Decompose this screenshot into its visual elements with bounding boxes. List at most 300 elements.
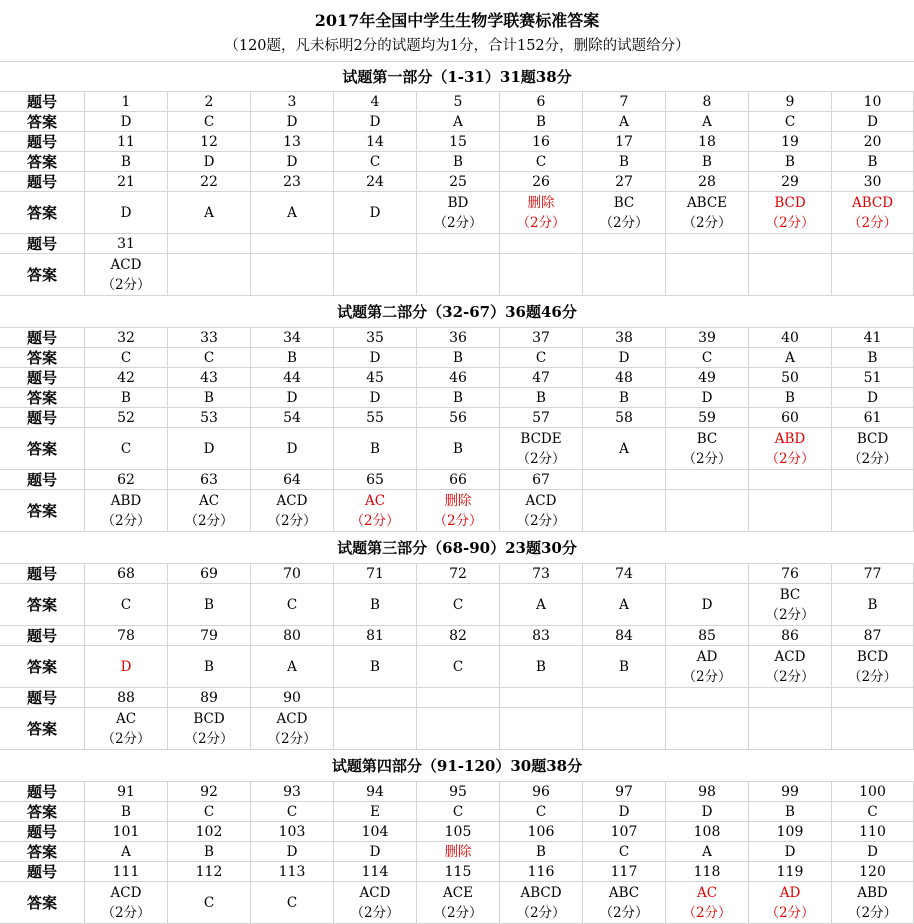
answer-value: D (369, 843, 381, 860)
answer-cell (168, 152, 251, 172)
question-number: 5 (417, 92, 500, 112)
answer-value: B (619, 658, 629, 675)
question-number: 110 (832, 822, 914, 842)
question-number: 93 (251, 782, 334, 802)
answer-value: D (618, 349, 630, 366)
answer-value: D (369, 204, 381, 221)
answer-cell (583, 388, 666, 408)
answer-cell (85, 708, 168, 750)
answer-value: D (120, 658, 132, 675)
question-number: 78 (85, 626, 168, 646)
question-number: 103 (251, 822, 334, 842)
question-number: 30 (832, 172, 914, 192)
answer-cell (832, 842, 914, 862)
row-label-answer: 答案 (0, 192, 85, 234)
answer-value: ABD (774, 430, 806, 447)
answer-points: （2分） (765, 668, 815, 685)
answer-cell (334, 882, 417, 924)
question-number: 105 (417, 822, 500, 842)
question-number: 108 (666, 822, 749, 842)
answer-points: （2分） (101, 276, 151, 293)
row-label-number: 题号 (0, 782, 85, 802)
sheet-subtitle: （120题，凡未标明2分的试题均为1分，合计152分，删除的试题给分） (224, 38, 690, 54)
answer-value: 删除 (444, 843, 472, 860)
question-number: 10 (832, 92, 914, 112)
question-number: 23 (251, 172, 334, 192)
question-number (334, 234, 417, 254)
row-label-answer: 答案 (0, 646, 85, 688)
question-number (334, 688, 417, 708)
answer-cell (500, 490, 583, 532)
answer-value: B (453, 153, 463, 170)
answer-value: BCD (193, 710, 225, 727)
answer-cell (749, 152, 832, 172)
answer-value: A (702, 843, 712, 860)
question-number: 2 (168, 92, 251, 112)
question-number: 16 (500, 132, 583, 152)
question-number: 37 (500, 328, 583, 348)
answer-value: C (286, 596, 298, 613)
answer-value: BCD (774, 194, 806, 211)
question-number (417, 688, 500, 708)
answer-cell (583, 112, 666, 132)
question-number (832, 234, 914, 254)
answer-cell (583, 490, 666, 532)
answer-value: B (619, 389, 629, 406)
question-number: 40 (749, 328, 832, 348)
answer-value: D (867, 389, 878, 406)
answer-value: C (618, 843, 630, 860)
answer-value: B (121, 153, 131, 170)
answer-points: （2分） (599, 904, 649, 921)
answer-points: （2分） (847, 904, 898, 921)
answer-value: C (286, 803, 298, 820)
answer-value: BCDE (520, 430, 562, 447)
answer-value: B (121, 803, 131, 820)
answer-cell (85, 802, 168, 822)
answer-cell (749, 490, 832, 532)
question-number (666, 470, 749, 490)
row-label-number: 题号 (0, 408, 85, 428)
answer-cell (85, 112, 168, 132)
question-number: 68 (85, 564, 168, 584)
answer-cell (251, 584, 334, 626)
answer-points: （2分） (847, 214, 898, 231)
question-number (583, 234, 666, 254)
row-label-number: 题号 (0, 862, 85, 882)
answer-value: C (452, 658, 464, 675)
answer-value: C (535, 153, 547, 170)
question-number: 22 (168, 172, 251, 192)
answer-cell (666, 882, 749, 924)
answer-cell (832, 584, 914, 626)
answer-value: B (370, 596, 380, 613)
answer-value: D (286, 440, 298, 457)
answer-cell (500, 646, 583, 688)
answer-cell (417, 428, 500, 470)
section-heading: 试题第二部分（32-67）36题46分 (0, 296, 914, 328)
question-number (583, 688, 666, 708)
answer-value: B (867, 349, 878, 366)
answer-cell (666, 802, 749, 822)
answer-cell (500, 254, 583, 296)
question-number: 17 (583, 132, 666, 152)
answer-cell (666, 192, 749, 234)
answer-value: B (867, 153, 878, 170)
answer-points: （2分） (765, 904, 815, 921)
answer-cell (500, 192, 583, 234)
answer-cell (666, 152, 749, 172)
answer-points: （2分） (433, 512, 483, 529)
question-number (417, 234, 500, 254)
answer-value: A (619, 596, 629, 613)
answer-cell (832, 428, 914, 470)
answer-value: AD (779, 884, 801, 901)
question-number: 109 (749, 822, 832, 842)
question-number: 88 (85, 688, 168, 708)
answer-value: B (785, 153, 795, 170)
answer-cell (500, 882, 583, 924)
answer-points: （2分） (765, 606, 815, 623)
answer-cell (334, 708, 417, 750)
question-number (749, 470, 832, 490)
answer-cell (500, 802, 583, 822)
answer-cell (749, 112, 832, 132)
answer-cell (417, 708, 500, 750)
question-number: 80 (251, 626, 334, 646)
answer-value: C (120, 349, 132, 366)
answer-cell (583, 584, 666, 626)
question-number: 56 (417, 408, 500, 428)
answer-cell (85, 388, 168, 408)
question-number: 85 (666, 626, 749, 646)
answer-cell (500, 584, 583, 626)
answer-points: （2分） (184, 730, 234, 747)
question-number: 77 (832, 564, 914, 584)
answer-cell (583, 152, 666, 172)
question-number (666, 234, 749, 254)
answer-value: BC (613, 194, 635, 211)
answer-value: A (121, 843, 131, 860)
question-number: 36 (417, 328, 500, 348)
answer-value: A (619, 440, 629, 457)
answer-cell (666, 428, 749, 470)
answer-value: B (287, 349, 297, 366)
answer-value: D (701, 596, 713, 613)
question-number: 34 (251, 328, 334, 348)
answer-cell (417, 254, 500, 296)
answer-cell (168, 584, 251, 626)
question-number: 117 (583, 862, 666, 882)
answer-cell (85, 192, 168, 234)
answer-cell (666, 584, 749, 626)
answer-value: A (287, 204, 297, 221)
answer-cell (168, 802, 251, 822)
answer-cell (500, 842, 583, 862)
answer-value: B (536, 389, 546, 406)
answer-cell (749, 428, 832, 470)
answer-value: BC (779, 586, 801, 603)
question-number (500, 234, 583, 254)
answer-cell (500, 708, 583, 750)
question-number: 47 (500, 368, 583, 388)
answer-cell (832, 802, 914, 822)
row-label-answer: 答案 (0, 842, 85, 862)
answer-cell (85, 428, 168, 470)
answer-cell (417, 192, 500, 234)
row-label-number: 题号 (0, 328, 85, 348)
question-number: 25 (417, 172, 500, 192)
answer-value: D (618, 803, 630, 820)
answer-cell (85, 152, 168, 172)
answer-value: ABCE (686, 194, 728, 211)
answer-value: B (536, 113, 546, 130)
answer-cell (168, 254, 251, 296)
answer-value: C (120, 440, 132, 457)
answer-cell (334, 584, 417, 626)
answer-cell (832, 388, 914, 408)
answer-cell (832, 112, 914, 132)
question-number: 20 (832, 132, 914, 152)
question-number: 94 (334, 782, 417, 802)
answer-cell (334, 152, 417, 172)
answer-points: （2分） (184, 512, 234, 529)
question-number: 3 (251, 92, 334, 112)
question-number: 74 (583, 564, 666, 584)
answer-cell (666, 842, 749, 862)
answer-value: B (536, 658, 546, 675)
answer-cell (417, 842, 500, 862)
answer-value: ACD (276, 492, 308, 509)
question-number: 100 (832, 782, 914, 802)
answer-cell (500, 152, 583, 172)
answer-cell (168, 842, 251, 862)
question-number: 112 (168, 862, 251, 882)
row-label-answer: 答案 (0, 112, 85, 132)
answer-cell (168, 388, 251, 408)
answer-cell (666, 348, 749, 368)
question-number (749, 234, 832, 254)
question-number (832, 688, 914, 708)
row-label-answer: 答案 (0, 882, 85, 924)
question-number: 7 (583, 92, 666, 112)
question-number: 31 (85, 234, 168, 254)
question-number: 57 (500, 408, 583, 428)
answer-points: （2分） (267, 512, 317, 529)
question-number: 111 (85, 862, 168, 882)
question-number: 32 (85, 328, 168, 348)
question-number: 53 (168, 408, 251, 428)
answer-cell (251, 152, 334, 172)
answer-value: ACE (443, 884, 473, 901)
answer-points: （2分） (516, 450, 566, 467)
answer-value: ABCD (851, 194, 894, 211)
question-number: 8 (666, 92, 749, 112)
answer-value: C (369, 153, 381, 170)
row-label-number: 题号 (0, 132, 85, 152)
question-number: 64 (251, 470, 334, 490)
question-number: 4 (334, 92, 417, 112)
answer-cell (832, 152, 914, 172)
answer-value: B (204, 658, 214, 675)
question-number: 12 (168, 132, 251, 152)
answer-cell (168, 112, 251, 132)
answer-value: A (287, 658, 297, 675)
question-number: 120 (832, 862, 914, 882)
answer-value: ACD (525, 492, 557, 509)
question-number (583, 470, 666, 490)
answer-value: 删除 (444, 492, 472, 509)
row-label-number: 题号 (0, 470, 85, 490)
answer-cell (251, 254, 334, 296)
answer-value: B (453, 349, 463, 366)
answer-cell (417, 882, 500, 924)
answer-cell (749, 254, 832, 296)
answer-cell (500, 388, 583, 408)
answer-points: （2分） (350, 512, 400, 529)
question-number: 107 (583, 822, 666, 842)
answer-cell (749, 708, 832, 750)
answer-cell (168, 708, 251, 750)
answer-value: B (370, 440, 380, 457)
answer-cell (832, 646, 914, 688)
answer-value: ACD (276, 710, 308, 727)
answer-value: E (370, 803, 380, 820)
answer-cell (251, 428, 334, 470)
question-number (666, 688, 749, 708)
answer-cell (417, 348, 500, 368)
row-label-answer: 答案 (0, 428, 85, 470)
question-number: 81 (334, 626, 417, 646)
question-number: 87 (832, 626, 914, 646)
answer-cell (583, 192, 666, 234)
question-number: 44 (251, 368, 334, 388)
question-number: 9 (749, 92, 832, 112)
answer-value: B (619, 153, 629, 170)
answer-cell (583, 708, 666, 750)
answer-cell (251, 882, 334, 924)
answer-points: （2分） (682, 668, 732, 685)
answer-cell (749, 192, 832, 234)
question-number: 35 (334, 328, 417, 348)
row-label-answer: 答案 (0, 254, 85, 296)
question-number: 114 (334, 862, 417, 882)
answer-cell (251, 708, 334, 750)
answer-value: ACD (110, 884, 142, 901)
answer-value: ABC (608, 884, 640, 901)
row-label-number: 题号 (0, 368, 85, 388)
answer-cell (251, 112, 334, 132)
answer-cell (583, 882, 666, 924)
answer-cell (417, 152, 500, 172)
answer-value: C (286, 894, 298, 911)
question-number: 14 (334, 132, 417, 152)
answer-cell (85, 584, 168, 626)
question-number: 84 (583, 626, 666, 646)
answer-cell (251, 842, 334, 862)
answer-value: B (121, 389, 131, 406)
answer-value: ACD (774, 648, 806, 665)
answer-value: A (536, 596, 546, 613)
answer-cell (666, 490, 749, 532)
answer-cell (749, 584, 832, 626)
question-number: 92 (168, 782, 251, 802)
answer-value: C (203, 113, 215, 130)
row-label-number: 题号 (0, 626, 85, 646)
row-label-number: 题号 (0, 822, 85, 842)
answer-cell (583, 348, 666, 368)
question-number: 104 (334, 822, 417, 842)
question-number: 95 (417, 782, 500, 802)
answer-value: D (203, 440, 215, 457)
answer-cell (749, 842, 832, 862)
answer-cell (168, 646, 251, 688)
answer-points: （2分） (350, 904, 400, 921)
row-label-answer: 答案 (0, 490, 85, 532)
sheet-title: 2017年全国中学生生物学联赛标准答案 (314, 11, 600, 30)
question-number (832, 470, 914, 490)
answer-value: B (370, 658, 380, 675)
question-number (251, 234, 334, 254)
answer-value: 删除 (527, 194, 555, 211)
answer-value: BCD (856, 648, 889, 665)
question-number: 38 (583, 328, 666, 348)
question-number (168, 234, 251, 254)
question-number: 65 (334, 470, 417, 490)
question-number (500, 688, 583, 708)
answer-cell (85, 348, 168, 368)
row-label-number: 题号 (0, 92, 85, 112)
answer-cell (832, 882, 914, 924)
answer-cell (85, 646, 168, 688)
row-label-number: 题号 (0, 234, 85, 254)
answer-value: AC (198, 492, 220, 509)
answer-value: D (701, 389, 713, 406)
answer-cell (749, 388, 832, 408)
answer-value: D (369, 113, 381, 130)
question-number: 82 (417, 626, 500, 646)
answer-cell (666, 388, 749, 408)
answer-value: B (453, 389, 463, 406)
answer-value: ACD (110, 256, 142, 273)
answer-cell (832, 490, 914, 532)
question-number: 24 (334, 172, 417, 192)
answer-points: （2分） (682, 450, 732, 467)
answer-cell (251, 348, 334, 368)
answer-cell (251, 490, 334, 532)
answer-points: （2分） (101, 512, 151, 529)
answer-cell (334, 254, 417, 296)
question-number: 6 (500, 92, 583, 112)
question-number: 60 (749, 408, 832, 428)
answer-value: C (784, 113, 796, 130)
answer-cell (334, 490, 417, 532)
question-number (749, 688, 832, 708)
answer-value: D (120, 113, 132, 130)
answer-cell (334, 388, 417, 408)
question-number (666, 564, 749, 584)
question-number: 119 (749, 862, 832, 882)
answer-value: BD (447, 194, 469, 211)
answer-cell (666, 708, 749, 750)
answer-cell (832, 708, 914, 750)
answer-cell (334, 802, 417, 822)
answer-cell (749, 348, 832, 368)
question-number: 63 (168, 470, 251, 490)
answer-value: D (369, 349, 381, 366)
answer-value: D (286, 843, 298, 860)
question-number: 90 (251, 688, 334, 708)
